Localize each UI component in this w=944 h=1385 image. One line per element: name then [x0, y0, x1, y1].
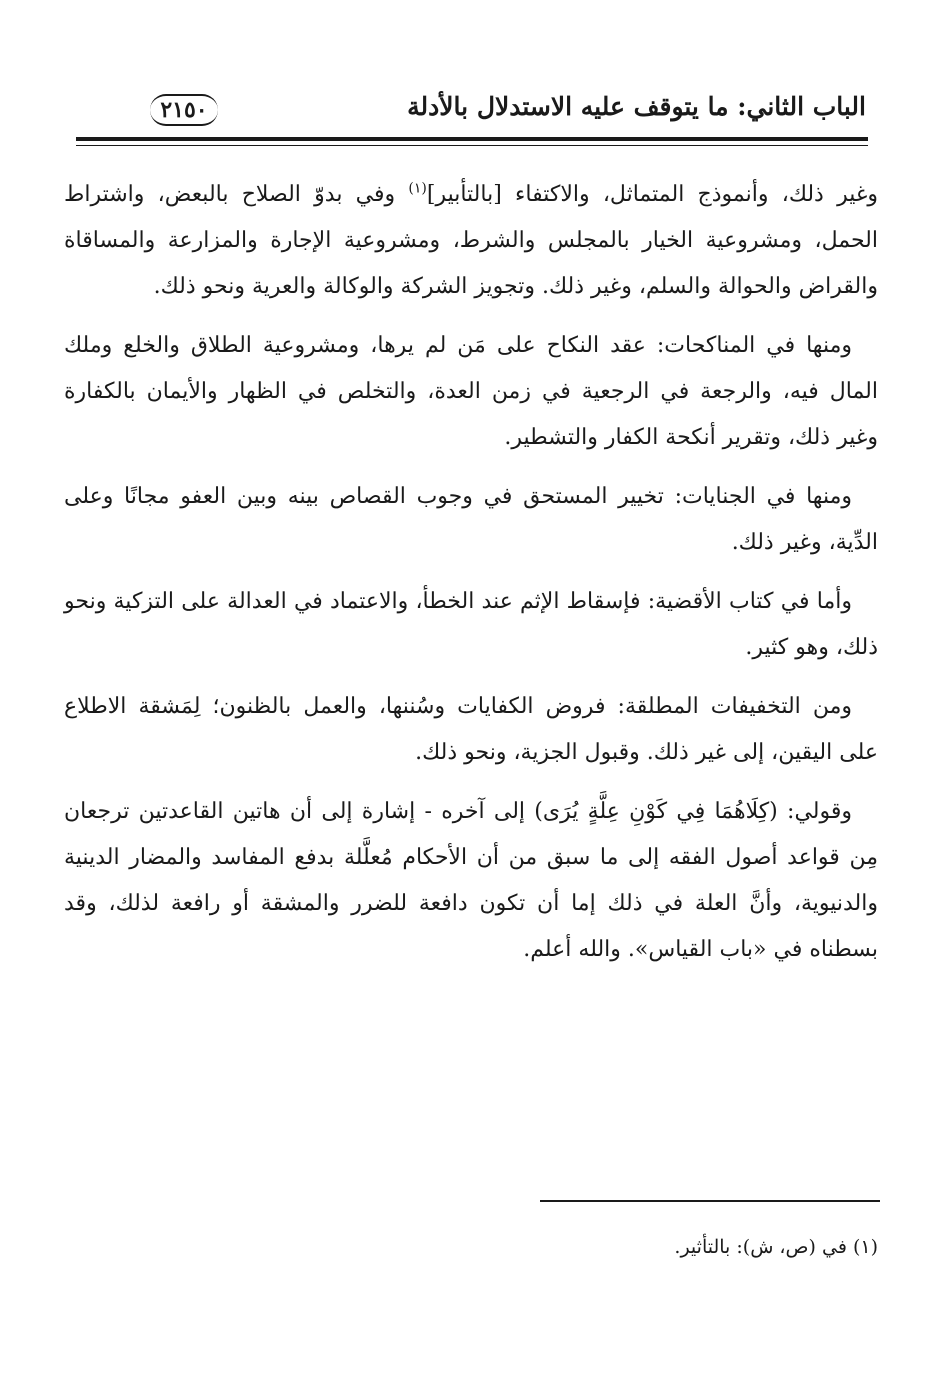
paragraph-1 — [64, 172, 878, 310]
footnote: (١) في (ص، ش): بالتأثير. — [674, 1236, 878, 1258]
paragraph-1-after: وفي بدوّ الصلاح بالبعض، واشتراط الحمل، ومشروعية الخيار بالمجلس والشرط، ومشروعية الإجارة والمزارعة والمساقاة والقراض والحوالة والسلم، وغير ذلك. وتجويز الشركة والوكالة والعرية ونحو ذلك. — [64, 182, 878, 299]
body-text — [64, 172, 878, 986]
paragraph-2: ومنها في المناكحات: عقد النكاح على مَن لم يرها، ومشروعية الطلاق والخلع وملك المال فيه، والرجعة في الرجعية في زمن العدة، والتخلص في الظهار والأيمان بالكفارة وغير ذلك، وتقرير أنكحة الكفار والتشطير. — [64, 333, 878, 450]
header-rule-thin — [76, 145, 868, 146]
page-number: ٢١٥٠ — [150, 94, 218, 126]
header-rule-thick — [76, 137, 868, 141]
paragraph-4: وأما في كتاب الأقضية: فإسقاط الإثم عند الخطأ، والاعتماد في العدالة على التزكية ونحو ذلك، وهو كثير. — [64, 589, 878, 660]
footnote-separator — [540, 1200, 880, 1202]
footnote-reference: (١) — [408, 180, 427, 197]
running-header-title: الباب الثاني: ما يتوقف عليه الاستدلال بالأدلة — [407, 92, 866, 121]
paragraph-1-before: وغير ذلك، وأنموذج المتماثل، والاكتفاء [بالتأبير] — [426, 182, 878, 207]
paragraph-6: وقولي: (كِلَاهُمَا فِي كَوْنِ عِلَّةٍ يُرَى) إلى آخره - إشارة إلى أن هاتين القاعدتين ترجعان مِن قواعد أصول الفقه إلى ما سبق من أن الأحكام مُعلَّلة بدفع المفاسد والمضار الدينية والدنيوية، وأنَّ العلة في ذلك إما أن تكون دافعة للضرر والمشقة أو رافعة لذلك، وقد بسطناه في «باب القياس». والله أعلم. — [64, 799, 878, 962]
paragraph-5: ومن التخفيفات المطلقة: فروض الكفايات وسُننها، والعمل بالظنون؛ لِمَشقة الاطلاع على اليقين، إلى غير ذلك. وقبول الجزية، ونحو ذلك. — [64, 694, 878, 765]
paragraph-3: ومنها في الجنايات: تخيير المستحق في وجوب القصاص بينه وبين العفو مجانًا وعلى الدِّية، وغير ذلك. — [64, 484, 878, 555]
